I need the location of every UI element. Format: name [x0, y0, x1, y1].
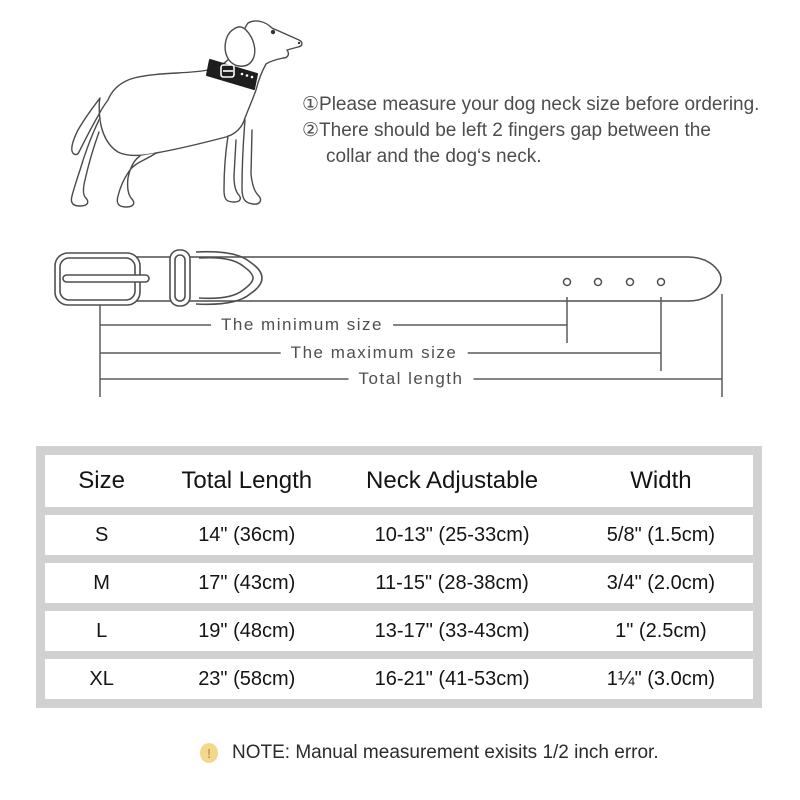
collar-keeper-loop: [170, 250, 190, 306]
header-size: Size: [78, 467, 125, 494]
size-table: [36, 446, 762, 708]
cell-width: 3/4" (2.0cm): [606, 571, 716, 594]
header-total-length: Total Length: [181, 467, 313, 494]
instruction-line-2: ②There should be left 2 fingers gap between the: [302, 120, 711, 141]
table-row: [45, 563, 753, 603]
cell-size: S: [94, 523, 109, 546]
note-row: [200, 742, 659, 764]
label-minimum-size: The minimum size: [211, 315, 393, 335]
instruction-line-1: ①Please measure your dog neck size before ordering.: [302, 94, 760, 115]
table-row: [45, 515, 753, 555]
cell-neck-adjustable: 16-21" (41-53cm): [374, 667, 530, 690]
cell-total-length: 17" (43cm): [198, 571, 296, 594]
dog-eye: [271, 30, 275, 34]
cell-total-length: 23" (58cm): [198, 667, 296, 690]
cell-width: 1" (2.5cm): [615, 619, 707, 642]
note-text: NOTE: Manual measurement exisits 1/2 inch error.: [232, 742, 659, 763]
table-row: [45, 611, 753, 651]
header-width: Width: [630, 467, 692, 494]
dog-line-art: [58, 10, 310, 222]
cell-neck-adjustable: 13-17" (33-43cm): [374, 619, 530, 642]
exclamation-icon: !: [200, 743, 218, 763]
cell-neck-adjustable: 10-13" (25-33cm): [374, 523, 530, 546]
label-total-length: Total length: [349, 369, 474, 389]
instruction-line-3: collar and the dog‘s neck.: [326, 146, 542, 167]
label-maximum-size: The maximum size: [281, 343, 468, 363]
header-neck-adjustable: Neck Adjustable: [366, 467, 539, 494]
cell-total-length: 19" (48cm): [198, 619, 296, 642]
cell-width: 5/8" (1.5cm): [606, 523, 716, 546]
cell-total-length: 14" (36cm): [198, 523, 296, 546]
cell-neck-adjustable: 11-15" (28-38cm): [375, 571, 529, 594]
dog-nostril: [298, 42, 300, 44]
table-header-row: [45, 455, 753, 507]
instructions-text: [302, 92, 759, 170]
cell-size: M: [93, 571, 110, 594]
dog-body-outline: [72, 21, 302, 156]
cell-size: XL: [89, 667, 114, 690]
cell-size: L: [96, 619, 108, 642]
table-row: [45, 659, 753, 699]
collar-strap: [135, 257, 721, 301]
collar-buckle-icon: [55, 253, 149, 305]
cell-width: 1¼" (3.0cm): [606, 667, 716, 690]
